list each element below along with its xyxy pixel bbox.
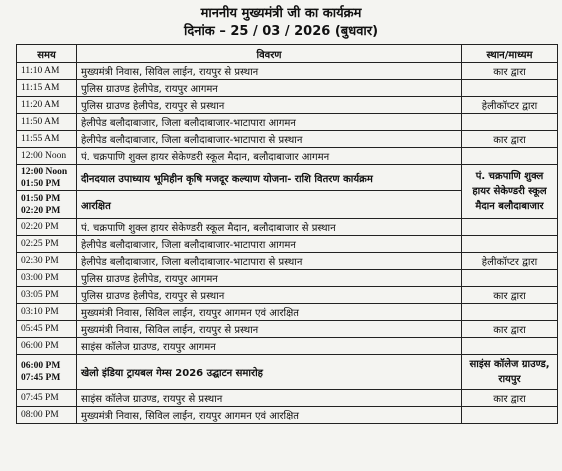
- row-place: [462, 236, 558, 253]
- column-header-description: विवरण: [77, 45, 462, 63]
- row-description: पं. चक्रपाणि शुक्ल हायर सेकेण्डरी स्कूल मैदान, बलौदाबाजार से प्रस्थान: [77, 219, 462, 236]
- row-description: हेलीपेड बलौदाबाजार, जिला बलौदाबाजार-भाटापारा से प्रस्थान: [77, 253, 462, 270]
- table-row: [17, 355, 558, 390]
- row-place: कार द्वारा: [462, 390, 558, 407]
- row-place: [462, 407, 558, 424]
- row-time: 11:15 AM: [17, 80, 77, 97]
- row-place: [462, 338, 558, 355]
- table-row: [17, 236, 558, 253]
- row-time: [17, 165, 77, 191]
- time-start: 01:50 PM: [21, 193, 61, 204]
- table-row: [17, 80, 558, 97]
- row-time: [17, 191, 77, 219]
- row-place: [462, 270, 558, 287]
- row-description: खेलो इंडिया ट्रायबल गेम्स 2026 उद्घाटन समारोह: [77, 355, 462, 390]
- column-header-time: समय: [17, 45, 77, 63]
- row-place: [462, 114, 558, 131]
- time-start: 12:00 Noon: [21, 166, 68, 177]
- row-time: 03:10 PM: [17, 304, 77, 321]
- table-row: [17, 321, 558, 338]
- row-time: 08:00 PM: [17, 407, 77, 424]
- time-end: 07:45 PM: [21, 373, 61, 383]
- table-header-row: [17, 45, 558, 63]
- row-place: कार द्वारा: [462, 321, 558, 338]
- date-line: दिनांक – 25 / 03 / 2026 (बुधवार): [183, 24, 379, 39]
- row-description: पं. चक्रपाणि शुक्ल हायर सेकेण्डरी स्कूल मैदान, बलौदाबाजार आगमन: [77, 148, 462, 165]
- row-place: हेलीकॉप्टर द्वारा: [462, 97, 558, 114]
- row-time: 03:00 PM: [17, 270, 77, 287]
- row-description: मुख्यमंत्री निवास, सिविल लाईन, रायपुर से प्रस्थान: [77, 321, 462, 338]
- row-time: 02:20 PM: [17, 219, 77, 236]
- table-row: [17, 390, 558, 407]
- table-row: [17, 287, 558, 304]
- row-place: हेलीकॉप्टर द्वारा: [462, 253, 558, 270]
- row-description: हेलीपेड बलौदाबाजार, जिला बलौदाबाजार-भाटापारा से प्रस्थान: [77, 131, 462, 148]
- row-time: 02:30 PM: [17, 253, 77, 270]
- row-time: 11:50 AM: [17, 114, 77, 131]
- row-place: [462, 304, 558, 321]
- row-place: कार द्वारा: [462, 131, 558, 148]
- row-description: पुलिस ग्राउण्ड हेलीपेड, रायपुर से प्रस्थान: [77, 287, 462, 304]
- row-time: 07:45 PM: [17, 390, 77, 407]
- table-row: [17, 131, 558, 148]
- row-time: 11:10 AM: [17, 63, 77, 80]
- row-time: 11:20 AM: [17, 97, 77, 114]
- table-row: [17, 270, 558, 287]
- table-row: [17, 219, 558, 236]
- table-row: [17, 114, 558, 131]
- row-time: [17, 355, 77, 390]
- row-place: [462, 80, 558, 97]
- table-row: [17, 165, 558, 191]
- row-description: मुख्यमंत्री निवास, सिविल लाईन, रायपुर से प्रस्थान: [77, 63, 462, 80]
- row-description: पुलिस ग्राउण्ड हेलीपेड, रायपुर आगमन: [77, 270, 462, 287]
- row-place: [462, 219, 558, 236]
- row-description: साइंस कॉलेज ग्राउण्ड, रायपुर से प्रस्थान: [77, 390, 462, 407]
- row-description: पुलिस ग्राउण्ड हेलीपेड, रायपुर से प्रस्थान: [77, 97, 462, 114]
- time-start: 06:00 PM: [21, 361, 61, 371]
- row-time: 05:45 PM: [17, 321, 77, 338]
- table-row: [17, 338, 558, 355]
- row-place: [462, 148, 558, 165]
- row-time: 06:00 PM: [17, 338, 77, 355]
- row-description: दीनदयाल उपाध्याय भूमिहीन कृषि मजदूर कल्याण योजना- राशि वितरण कार्यक्रम: [77, 165, 462, 191]
- row-description: मुख्यमंत्री निवास, सिविल लाईन, रायपुर आगमन एवं आरक्षित: [77, 407, 462, 424]
- row-description: आरक्षित: [77, 191, 462, 219]
- table-row: [17, 148, 558, 165]
- time-end: 01:50 PM: [21, 178, 61, 189]
- table-row: [17, 304, 558, 321]
- row-place: पं. चक्रपाणि शुक्ल हायर सेकेण्डरी स्कूल मैदान बलौदाबाजार: [462, 165, 558, 219]
- row-time: 12:00 Noon: [17, 148, 77, 165]
- row-description: पुलिस ग्राउण्ड हेलीपेड, रायपुर आगमन: [77, 80, 462, 97]
- table-row: [17, 97, 558, 114]
- row-description: हेलीपेड बलौदाबाजार, जिला बलौदाबाजार-भाटापारा आगमन: [77, 236, 462, 253]
- row-time: 11:55 AM: [17, 131, 77, 148]
- row-time: 03:05 PM: [17, 287, 77, 304]
- row-description: हेलीपेड बलौदाबाजार, जिला बलौदाबाजार-भाटापारा आगमन: [77, 114, 462, 131]
- table-row: [17, 407, 558, 424]
- column-header-place: स्थान/माध्यम: [462, 45, 558, 63]
- row-place: साइंस कॉलेज ग्राउण्ड, रायपुर: [462, 355, 558, 390]
- page-title: माननीय मुख्यमंत्री जी का कार्यक्रम: [200, 6, 362, 21]
- schedule-table: [16, 44, 558, 424]
- time-end: 02:20 PM: [21, 205, 61, 216]
- row-time: 02:25 PM: [17, 236, 77, 253]
- table-row: [17, 253, 558, 270]
- row-place: कार द्वारा: [462, 287, 558, 304]
- table-row: [17, 63, 558, 80]
- row-place: कार द्वारा: [462, 63, 558, 80]
- row-description: मुख्यमंत्री निवास, सिविल लाईन, रायपुर आगमन एवं आरक्षित: [77, 304, 462, 321]
- row-description: साइंस कॉलेज ग्राउण्ड, रायपुर आगमन: [77, 338, 462, 355]
